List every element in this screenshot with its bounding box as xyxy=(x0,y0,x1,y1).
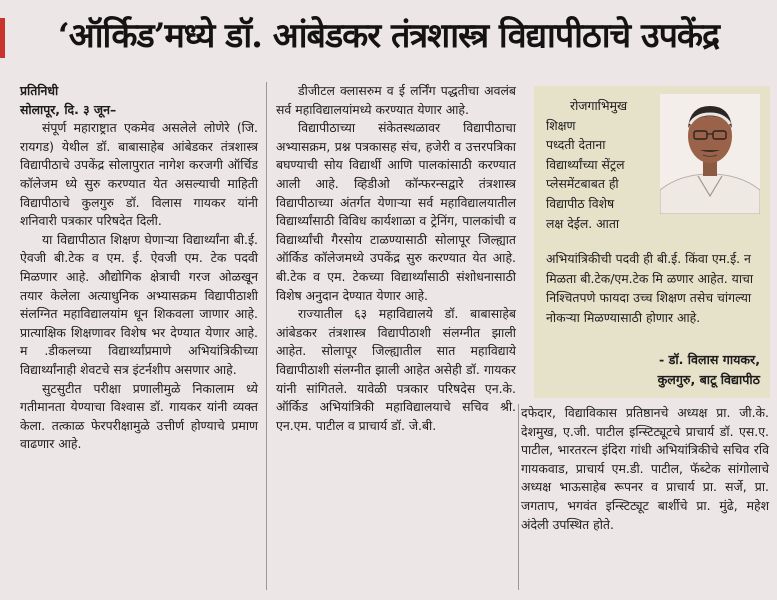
quote-line: प्लेसमेंटबाबत ही xyxy=(546,176,619,192)
quote-line: लक्ष देईल. आता xyxy=(546,215,620,231)
quote-box xyxy=(534,86,770,398)
attribution-name: - डॉ. विलास गायकर, xyxy=(658,352,760,367)
column1-paragraph-3: सुटसुटीत परीक्षा प्रणालीमुळे निकालाम ध्ये गतीमानता येण्याचा विश्वास डॉ. गायकर यांनी व्यक्त केला. तत्काळ फेरपरीक्षामुळे उत्तीर्ण होण्याचे प्रमाण वाढणार आहे. xyxy=(20,380,258,452)
quote-line: पध्दती देताना xyxy=(546,137,606,153)
quote-text-top xyxy=(546,96,656,233)
page-edge-mark xyxy=(0,18,5,58)
column2-paragraph-2: विद्यापीठाच्या संकेतस्थळावर विद्यापीठाचा अभ्यासक्रम, प्रश्न पत्रकासह संच, हजेरी व उत्तरपत्रिका बघण्याची सोय विद्यार्थी आणि पालकांसाठी करण्यात आली आहे. व्हिडीओ कॉन्फरन्सद्वारे तंत्रशास्त्र विद्यापीठाच्या अंतर्गत येणाऱ्या सर्व महाविद्यालयातील विद्यार्थ्यांसाठी विविध कार्यशाळा व ट्रेनिंग, पालकांची व विद्यार्थ्यांची गैरसोय टाळण्यासाठी सोलापूर जिल्ह्यात ऑर्किड कॉलेजमध्ये उपकेंद्र सुरु करण्यात येत आहे. बी.टेक व एम. टेकच्या विद्यार्थ्यांसाठी संशोधनासाठी विशेष अनुदान देण्यात येणार आहे. xyxy=(276,120,516,303)
attribution-title: कुलगुरु, बाटू विद्यापीठ xyxy=(657,372,760,387)
article-column-1 xyxy=(20,82,258,454)
quote-line: रोजगाभिमुख xyxy=(570,98,628,113)
column1-paragraph-1: संपूर्ण महाराष्ट्रात एकमेव असलेले लोणेरे (जि. रायगड) येथील डॉ. बाबासाहेब आंबेडकर तंत्रशास्त्र विद्यापीठाचे उपकेंद्र सोलापुरात नागेश करजगी ऑर्चिड कॉलेजम ध्ये सुरु करण्यात येत असल्याची माहिती विद्यापीठाचे कुलगुरु डॉ. विलास गायकर यांनी शनिवारी पत्रकार परिषदेत दिली. xyxy=(20,120,258,229)
portrait-illustration xyxy=(660,94,760,214)
quote-line: विद्यार्थ्यांच्या सेंट्रल xyxy=(546,156,625,172)
portrait-photo xyxy=(660,94,760,214)
column-divider-2 xyxy=(518,404,519,590)
column2-paragraph-3: राज्यातील ६३ महाविद्यालये डॉ. बाबासाहेब आंबेडकर तंत्रशास्त्र विद्यापीठाशी संलग्नीत झाली आहेत. सोलापूर जिल्ह्यातील सात महाविद्याये विद्यापीठाशी संलग्नीत झाली आहेत असेही डॉ. गायकर यांनी सांगितले. यावेळी पत्रकार परिषदेस एन.के. ऑर्किड अभियांत्रिकी महाविद्यालयाचे सचिव श्री. एन.एम. पाटील व प्राचार्य डॉ. जे.बी. xyxy=(276,306,516,433)
quote-attribution xyxy=(658,350,760,390)
column2-paragraph-1: डीजीटल क्लासरुम व ई लर्निंग पद्धतीचा अवलंब सर्व महाविद्यालयांमध्ये करण्यात येणार आहे. xyxy=(276,83,516,117)
quote-line: विद्यापीठ विशेष xyxy=(546,195,615,211)
column3-paragraph: दफेदार, विद्याविकास प्रतिष्ठानचे अध्यक्ष प्रा. जी.के. देशमुख, ए.जी. पाटील इन्स्टिट्यूटचे प्राचार्य डॉ. एस.ए. पाटील, भारतरत्न इंदिरा गांधी अभियांत्रिकीचे सचिव रवि गायकवाड, प्राचार्य एम.डी. पाटील, फॅब्टेक सांगोलाचे अध्यक्ष भाऊसाहेब रूपनर व प्राचार्य प्रा. सर्जे, प्रा. जगताप, भगवंत इन्स्टिट्यूट बार्शीचे प्रा. मुंढे, महेश अंदेली उपस्थित होते. xyxy=(521,405,769,532)
quote-text-bottom: अभियांत्रिकीची पदवी ही बी.ई. किंवा एम.ई. न मिळता बी.टेक/एम.टेक मि ळणार आहेत. याचा निश्चितपणे फायदा उच्च शिक्षण तसेच चांगल्या नोकऱ्या मिळण्यासाठी होणार आहे. xyxy=(546,251,754,325)
column1-paragraph-2: या विद्यापीठात शिक्षण घेणाऱ्या विद्यार्थ्यांना बी.ई. ऐवजी बी.टेक व एम. ई. ऐवजी एम. टेक पदवी मिळणार आहे. औद्योगिक क्षेत्राची गरज ओळखून तयार केलेला अत्याधुनिक अभ्यासक्रम विद्यापीठाशी संलग्नित महाविद्यालयांम धून शिकवला जाणार आहे. प्रात्याक्षिक शिक्षणावर विशेष भर देण्यात येणार आहे. म .डीकलच्या विद्यार्थ्यांप्रमाणे अभियांत्रिकीच्या विद्यार्थ्यांनाही शेवटचे सत्र इंटर्नशीप असणार आहे. xyxy=(20,231,258,377)
article-column-2 xyxy=(276,82,516,435)
headline: ‘ऑर्किड’मध्ये डॉ. आंबेडकर तंत्रशास्त्र विद्यापीठाचे उपकेंद्र xyxy=(57,16,720,56)
dateline: सोलापूर, दि. ३ जून– xyxy=(20,101,117,117)
column-divider-1 xyxy=(266,82,267,590)
quote-line: शिक्षण xyxy=(546,117,576,133)
byline: प्रतिनिधी xyxy=(20,83,59,98)
article-column-3 xyxy=(521,404,769,534)
